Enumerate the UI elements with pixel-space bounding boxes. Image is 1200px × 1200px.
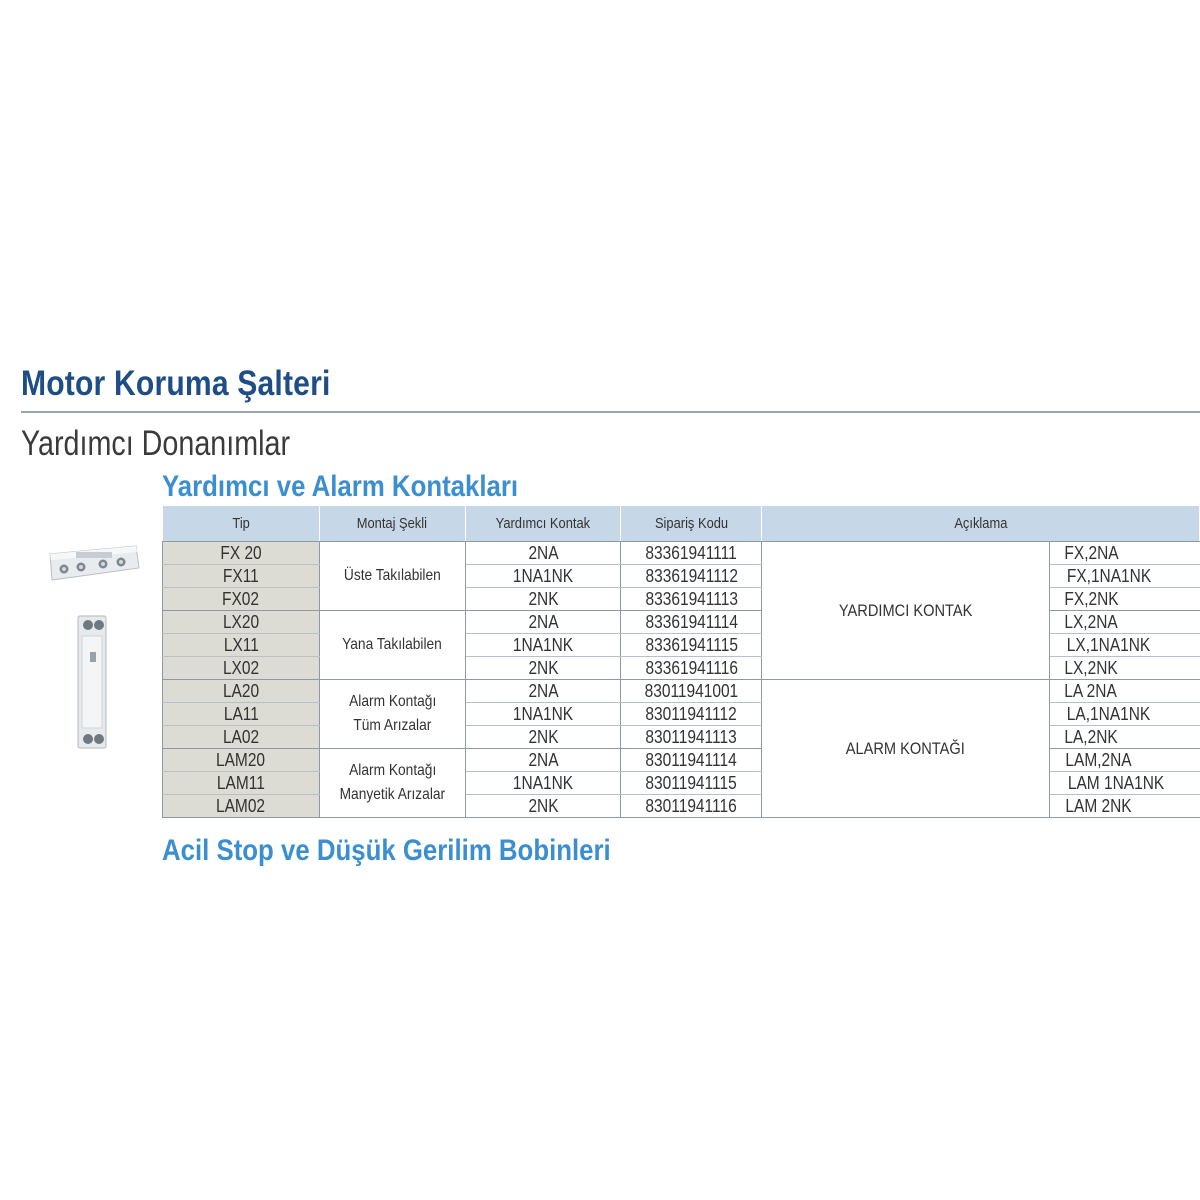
cell-not: LX,2NK [1050, 657, 1200, 680]
top-mount-contact-image [46, 540, 141, 584]
cell-kod: 83011941115 [621, 772, 762, 795]
header-kontak: Yardımcı Kontak [465, 506, 621, 542]
cell-kontak: 1NA1NK [465, 772, 621, 795]
side-mount-contact-image [72, 612, 112, 752]
cell-not: LAM,2NA [1050, 749, 1200, 772]
cell-tip: LA02 [163, 726, 320, 749]
section-title: Yardımcı ve Alarm Kontakları [162, 470, 519, 503]
cell-not: LAM 2NK [1050, 795, 1200, 818]
cell-not: LA,1NA1NK [1050, 703, 1200, 726]
cell-kod: 83011941116 [621, 795, 762, 818]
cell-tip: LX11 [163, 634, 320, 657]
cell-montaj: Üste Takılabilen [319, 542, 465, 611]
cell-tip: FX02 [163, 588, 320, 611]
cell-not: LA,2NK [1050, 726, 1200, 749]
page-subtitle: Yardımcı Donanımlar [21, 424, 291, 463]
cell-tip: FX 20 [163, 542, 320, 565]
header-siparis: Sipariş Kodu [621, 506, 762, 542]
cell-montaj: Yana Takılabilen [319, 611, 465, 680]
cell-kod: 83011941001 [621, 680, 762, 703]
cell-tip: FX11 [163, 565, 320, 588]
cell-kontak: 1NA1NK [465, 565, 621, 588]
table-header-row [163, 506, 1200, 542]
cell-not: LX,2NA [1050, 611, 1200, 634]
cell-kod: 83361941111 [621, 542, 762, 565]
header-aciklama: Açıklama [762, 506, 1200, 542]
cell-kontak: 2NK [465, 657, 621, 680]
cell-kod: 83361941113 [621, 588, 762, 611]
cell-kod: 83361941116 [621, 657, 762, 680]
header-montaj: Montaj Şekli [319, 506, 465, 542]
cell-kontak: 2NK [465, 795, 621, 818]
cell-aciklama: ALARM KONTAĞI [762, 680, 1050, 818]
cell-tip: LA20 [163, 680, 320, 703]
cell-not: FX,2NK [1050, 588, 1200, 611]
cell-tip: LX20 [163, 611, 320, 634]
cell-kod: 83011941113 [621, 726, 762, 749]
cell-kod: 83011941112 [621, 703, 762, 726]
cell-not: FX,2NA [1050, 542, 1200, 565]
cell-kontak: 2NA [465, 611, 621, 634]
table-row [163, 680, 1200, 703]
cell-kod: 83361941114 [621, 611, 762, 634]
cell-aciklama: YARDIMCI KONTAK [762, 542, 1050, 680]
title-divider [21, 411, 1200, 413]
cell-not: LA 2NA [1050, 680, 1200, 703]
auxiliary-contacts-table [162, 505, 1200, 818]
table-row [163, 542, 1200, 565]
cell-montaj: Alarm Kontağı Tüm Arızalar [319, 680, 465, 749]
cell-kontak: 2NA [465, 542, 621, 565]
cell-kontak: 2NK [465, 726, 621, 749]
cell-kontak: 2NK [465, 588, 621, 611]
next-section-title: Acil Stop ve Düşük Gerilim Bobinleri [162, 834, 611, 867]
cell-kontak: 1NA1NK [465, 703, 621, 726]
page-title: Motor Koruma Şalteri [21, 364, 331, 403]
cell-kod: 83361941112 [621, 565, 762, 588]
cell-tip: LA11 [163, 703, 320, 726]
cell-tip: LAM11 [163, 772, 320, 795]
cell-kod: 83361941115 [621, 634, 762, 657]
cell-tip: LAM20 [163, 749, 320, 772]
cell-montaj: Alarm Kontağı Manyetik Arızalar [319, 749, 465, 818]
header-tip: Tip [163, 506, 320, 542]
cell-tip: LX02 [163, 657, 320, 680]
cell-kontak: 2NA [465, 680, 621, 703]
cell-kontak: 1NA1NK [465, 634, 621, 657]
cell-not: LX,1NA1NK [1050, 634, 1200, 657]
cell-not: LAM 1NA1NK [1050, 772, 1200, 795]
cell-kod: 83011941114 [621, 749, 762, 772]
next-section-title-clipped [0, 820, 1200, 867]
cell-kontak: 2NA [465, 749, 621, 772]
cell-tip: LAM02 [163, 795, 320, 818]
cell-not: FX,1NA1NK [1050, 565, 1200, 588]
